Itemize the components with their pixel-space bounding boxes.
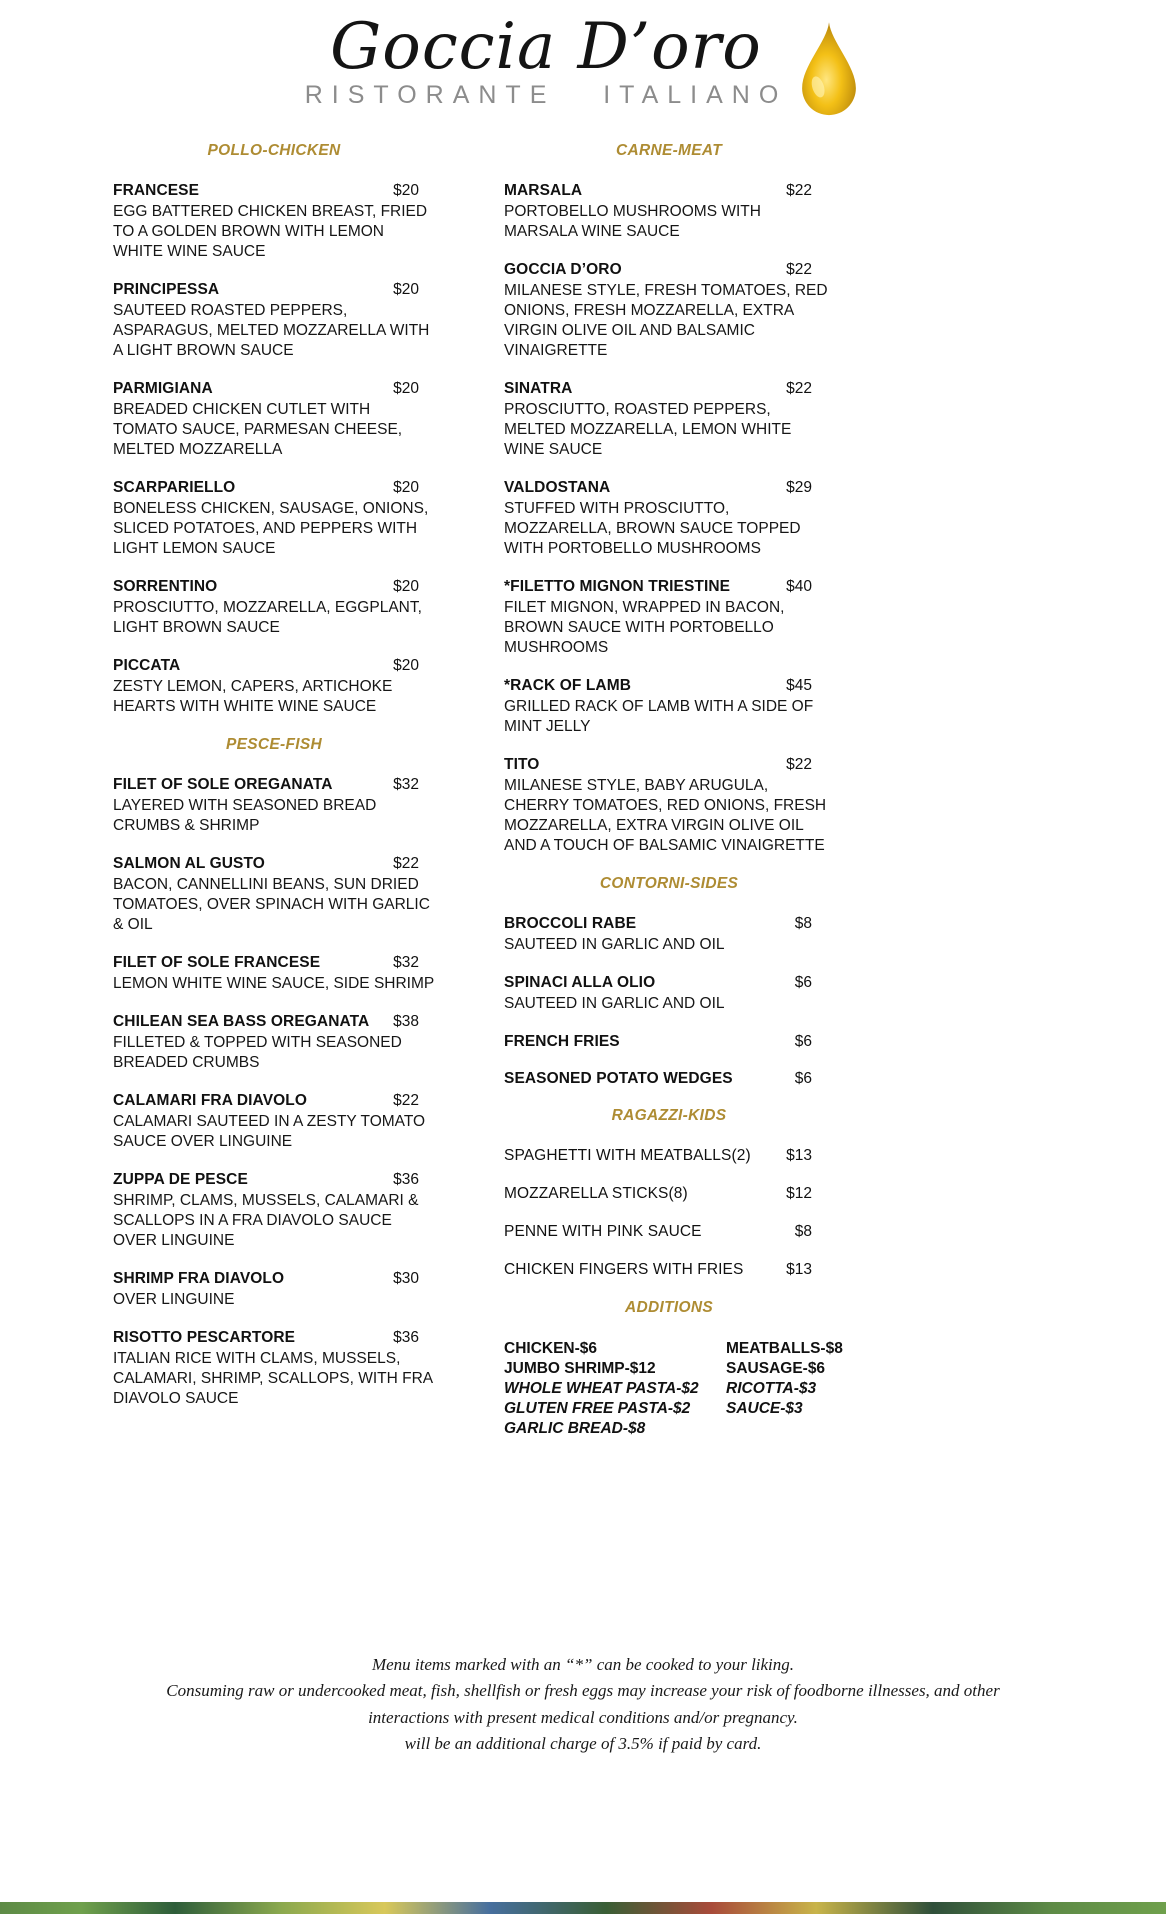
item-name: PENNE WITH PINK SAUCE [504, 1223, 702, 1240]
menu-item [504, 1185, 834, 1203]
item-row [504, 915, 834, 933]
section-title: ADDITIONS [625, 1299, 713, 1316]
menu-item [504, 756, 834, 856]
item-price: $36 [393, 1171, 419, 1188]
item-price: $32 [393, 954, 419, 971]
footer-line: Consuming raw or undercooked meat, fish, shellfish or fresh eggs may increase your risk of foodborne illnesses, and other [166, 1681, 1000, 1701]
item-name: FILET OF SOLE OREGANATA [113, 776, 333, 793]
item-price: $22 [786, 261, 812, 278]
addition-entry: WHOLE WHEAT PASTA-$2 [504, 1380, 699, 1397]
item-name: ZUPPA DE PESCE [113, 1171, 248, 1188]
item-desc: ITALIAN RICE WITH CLAMS, MUSSELS, CALAMARI, SHRIMP, SCALLOPS, WITH FRA DIAVOLO SAUCE [113, 1350, 433, 1407]
item-row [113, 1329, 435, 1347]
item-price: $8 [794, 1223, 812, 1240]
menu-item [504, 1033, 834, 1051]
menu-item [113, 776, 435, 836]
addition-entry: SAUCE-$3 [726, 1400, 803, 1417]
item-name: SINATRA [504, 380, 573, 397]
item-row [504, 1185, 834, 1203]
menu-item [504, 915, 834, 955]
item-desc: FILET MIGNON, WRAPPED IN BACON, BROWN SAUCE WITH PORTOBELLO MUSHROOMS [504, 599, 785, 656]
item-desc: BONELESS CHICKEN, SAUSAGE, ONIONS, SLICED POTATOES, AND PEPPERS WITH LIGHT LEMON SAUCE [113, 500, 429, 557]
addition-entry: GLUTEN FREE PASTA-$2 [504, 1400, 691, 1417]
item-price: $22 [786, 182, 812, 199]
item-name: RISOTTO PESCARTORE [113, 1329, 296, 1346]
item-desc: LAYERED WITH SEASONED BREAD CRUMBS & SHRIMP [113, 797, 377, 834]
menu-item [113, 1092, 435, 1152]
item-price: $13 [786, 1261, 812, 1278]
section-title: CARNE-MEAT [615, 142, 723, 159]
item-name: PRINCIPESSA [113, 281, 220, 298]
item-price: $6 [794, 974, 812, 991]
item-name: MARSALA [504, 182, 583, 199]
menu-item [504, 974, 834, 1014]
menu-section [504, 142, 834, 856]
item-desc: PROSCIUTTO, MOZZARELLA, EGGPLANT, LIGHT BROWN SAUCE [113, 599, 422, 636]
menu-item [504, 677, 834, 737]
footer-disclaimer [0, 1652, 1166, 1757]
item-desc: SAUTEED IN GARLIC AND OIL [504, 936, 725, 953]
footer-line: will be an additional charge of 3.5% if paid by card. [404, 1734, 762, 1754]
item-name: *FILETTO MIGNON TRIESTINE [504, 578, 731, 595]
item-name: TITO [504, 756, 540, 773]
item-name: FILET OF SOLE FRANCESE [113, 954, 321, 971]
additions-grid [504, 1339, 843, 1439]
item-price: $22 [393, 1092, 419, 1109]
bottom-photo-strip [0, 1902, 1166, 1914]
menu-item [113, 657, 435, 717]
item-price: $20 [393, 578, 419, 595]
menu-item [504, 1070, 834, 1088]
item-row [113, 182, 435, 200]
item-price: $22 [786, 380, 812, 397]
item-row [504, 578, 834, 596]
item-name: MOZZARELLA STICKS(8) [504, 1185, 688, 1202]
item-name: SPINACI ALLA OLIO [504, 974, 656, 991]
item-price: $29 [786, 479, 812, 496]
item-row [504, 182, 834, 200]
menu-item [504, 1223, 834, 1241]
item-name: FRENCH FRIES [504, 1033, 620, 1050]
item-name: GOCCIA D’ORO [504, 261, 622, 278]
restaurant-name: Goccia D’oro [330, 10, 762, 84]
menu-item [504, 380, 834, 460]
item-price: $22 [786, 756, 812, 773]
section-title: POLLO-CHICKEN [207, 142, 341, 159]
item-row [504, 756, 834, 774]
item-row [113, 776, 435, 794]
item-price: $8 [794, 915, 812, 932]
item-name: CHILEAN SEA BASS OREGANATA [113, 1013, 370, 1030]
item-row [504, 677, 834, 695]
item-name: SCARPARIELLO [113, 479, 236, 496]
item-row [504, 1223, 834, 1241]
item-desc: SHRIMP, CLAMS, MUSSELS, CALAMARI & SCALLOPS IN A FRA DIAVOLO SAUCE OVER LINGUINE [113, 1192, 419, 1249]
item-name: *RACK OF LAMB [504, 677, 632, 694]
menu-item [504, 1147, 834, 1165]
item-row [113, 578, 435, 596]
menu-item [113, 1171, 435, 1251]
item-desc: EGG BATTERED CHICKEN BREAST, FRIED TO A GOLDEN BROWN WITH LEMON WHITE WINE SAUCE [113, 203, 428, 260]
menu-section [504, 1107, 834, 1279]
item-desc: LEMON WHITE WINE SAUCE, SIDE SHRIMP [113, 975, 435, 992]
logo-block [0, 0, 1166, 118]
menu-item [113, 1329, 435, 1409]
section-title: RAGAZZI-KIDS [611, 1107, 727, 1124]
menu-item [504, 479, 834, 559]
addition-entry: SAUSAGE-$6 [726, 1360, 826, 1377]
item-price: $13 [786, 1147, 812, 1164]
menu-item [113, 479, 435, 559]
menu-item [504, 182, 834, 242]
item-price: $38 [393, 1013, 419, 1030]
item-row [113, 657, 435, 675]
item-price: $20 [393, 182, 419, 199]
item-name: PARMIGIANA [113, 380, 213, 397]
item-row [113, 479, 435, 497]
item-price: $36 [393, 1329, 419, 1346]
item-name: CHICKEN FINGERS WITH FRIES [504, 1261, 744, 1278]
item-row [504, 974, 834, 992]
item-price: $30 [393, 1270, 419, 1287]
item-price: $20 [393, 380, 419, 397]
item-name: FRANCESE [113, 182, 200, 199]
footer-line: interactions with present medical conditions and/or pregnancy. [368, 1707, 798, 1727]
item-row [113, 855, 435, 873]
item-row [113, 1092, 435, 1110]
item-desc: MILANESE STYLE, FRESH TOMATOES, RED ONIONS, FRESH MOZZARELLA, EXTRA VIRGIN OLIVE OIL AND BALSAMIC VINAIGRETTE [504, 282, 828, 359]
item-name: VALDOSTANA [504, 479, 611, 496]
item-row [113, 1270, 435, 1288]
item-desc: ZESTY LEMON, CAPERS, ARTICHOKE HEARTS WITH WHITE WINE SAUCE [113, 678, 393, 715]
item-price: $40 [786, 578, 812, 595]
menu-column [113, 136, 435, 1447]
item-row [113, 281, 435, 299]
menu-item [113, 578, 435, 638]
item-name: PICCATA [113, 657, 181, 674]
addition-entry: GARLIC BREAD-$8 [504, 1420, 646, 1437]
item-row [504, 261, 834, 279]
item-row [113, 1013, 435, 1031]
footer-line: Menu items marked with an “*” can be cooked to your liking. [371, 1655, 795, 1674]
addition-entry: CHICKEN-$6 [504, 1340, 598, 1357]
menu-item [504, 261, 834, 361]
item-desc: BACON, CANNELLINI BEANS, SUN DRIED TOMATOES, OVER SPINACH WITH GARLIC & OIL [113, 876, 430, 933]
item-desc: GRILLED RACK OF LAMB WITH A SIDE OF MINT JELLY [504, 698, 814, 735]
menu-item [504, 1261, 834, 1279]
item-name: BROCCOLI RABE [504, 915, 637, 932]
item-price: $45 [786, 677, 812, 694]
menu-column [504, 136, 843, 1447]
menu-section [504, 875, 834, 1088]
item-row [504, 1070, 834, 1088]
item-desc: MILANESE STYLE, BABY ARUGULA, CHERRY TOMATOES, RED ONIONS, FRESH MOZZARELLA, EXTRA VIRGIN OLIVE OIL AND A TOUCH OF BALSAMIC VINAIGRETTE [504, 777, 827, 854]
item-row [504, 1033, 834, 1051]
item-row [504, 479, 834, 497]
menu-item [113, 1013, 435, 1073]
item-name: SALMON AL GUSTO [113, 855, 265, 872]
logo-row [0, 10, 1166, 118]
item-price: $6 [794, 1070, 812, 1087]
item-price: $32 [393, 776, 419, 793]
item-price: $20 [393, 657, 419, 674]
menu-item [113, 855, 435, 935]
item-name: CALAMARI FRA DIAVOLO [113, 1092, 308, 1109]
item-row [113, 380, 435, 398]
menu-section [113, 736, 435, 1409]
item-price: $22 [393, 855, 419, 872]
item-row [113, 954, 435, 972]
logo-texts [304, 10, 788, 110]
item-name: SHRIMP FRA DIAVOLO [113, 1270, 285, 1287]
item-desc: FILLETED & TOPPED WITH SEASONED BREADED CRUMBS [113, 1034, 402, 1071]
item-row [504, 1147, 834, 1165]
addition-entry: RICOTTA-$3 [726, 1380, 817, 1397]
menu-body [0, 136, 1166, 1447]
item-name: SORRENTINO [113, 578, 218, 595]
menu-item [113, 182, 435, 262]
item-price: $20 [393, 281, 419, 298]
item-price: $6 [794, 1033, 812, 1050]
menu-section [113, 142, 435, 717]
item-desc: SAUTEED IN GARLIC AND OIL [504, 995, 725, 1012]
menu-item [113, 1270, 435, 1310]
item-desc: PORTOBELLO MUSHROOMS WITH MARSALA WINE SAUCE [504, 203, 761, 240]
gold-drop-icon [797, 20, 861, 118]
item-desc: PROSCIUTTO, ROASTED PEPPERS, MELTED MOZZARELLA, LEMON WHITE WINE SAUCE [504, 401, 792, 458]
addition-entry: MEATBALLS-$8 [726, 1340, 843, 1357]
section-title: CONTORNI-SIDES [599, 875, 739, 892]
menu-section [504, 1299, 843, 1439]
item-desc: SAUTEED ROASTED PEPPERS, ASPARAGUS, MELTED MOZZARELLA WITH A LIGHT BROWN SAUCE [113, 302, 430, 359]
item-desc: OVER LINGUINE [113, 1291, 235, 1308]
item-row [504, 1261, 834, 1279]
item-row [113, 1171, 435, 1189]
item-row [504, 380, 834, 398]
item-name: SPAGHETTI WITH MEATBALLS(2) [504, 1147, 751, 1164]
item-price: $20 [393, 479, 419, 496]
menu-item [113, 281, 435, 361]
section-title: PESCE-FISH [225, 736, 322, 753]
menu-item [113, 954, 435, 994]
restaurant-subtitle: RISTORANTE ITALIANO [304, 81, 788, 110]
addition-entry: JUMBO SHRIMP-$12 [504, 1360, 656, 1377]
menu-item [113, 380, 435, 460]
item-desc: STUFFED WITH PROSCIUTTO, MOZZARELLA, BROWN SAUCE TOPPED WITH PORTOBELLO MUSHROOMS [504, 500, 801, 557]
menu-item [504, 578, 834, 658]
item-desc: BREADED CHICKEN CUTLET WITH TOMATO SAUCE, PARMESAN CHEESE, MELTED MOZZARELLA [113, 401, 403, 458]
item-name: SEASONED POTATO WEDGES [504, 1070, 733, 1087]
item-price: $12 [786, 1185, 812, 1202]
item-desc: CALAMARI SAUTEED IN A ZESTY TOMATO SAUCE OVER LINGUINE [113, 1113, 426, 1150]
